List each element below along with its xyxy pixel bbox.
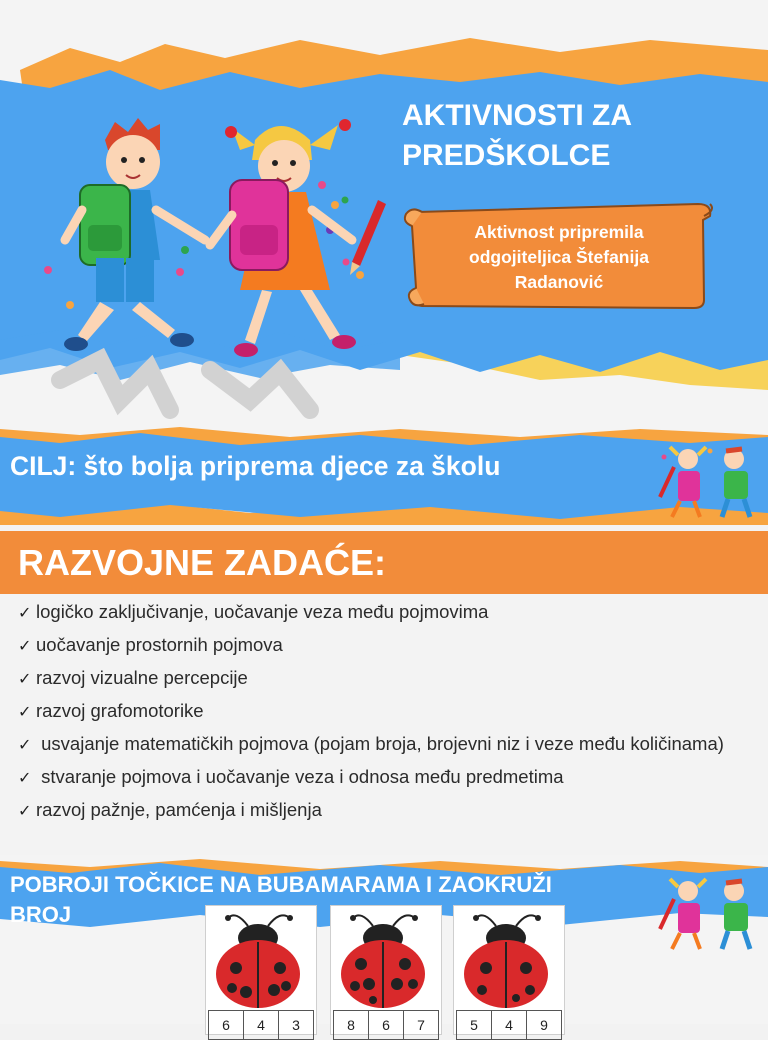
ladybug-card	[453, 905, 565, 1035]
author-line: Radanović	[514, 272, 604, 292]
task-list	[18, 596, 758, 827]
number-option[interactable]: 4	[491, 1010, 526, 1040]
number-option[interactable]: 6	[368, 1010, 403, 1040]
author-line: Aktivnost pripremila	[474, 222, 644, 242]
number-option[interactable]: 6	[208, 1010, 243, 1040]
list-item	[18, 728, 758, 761]
list-item	[18, 695, 758, 728]
author-credit	[420, 220, 698, 295]
list-item	[18, 761, 758, 794]
task-text: razvoj vizualne percepcije	[36, 667, 248, 688]
ladybug-icon	[206, 906, 316, 1010]
task-text: razvoj grafomotorike	[36, 700, 204, 721]
number-options	[208, 1010, 314, 1040]
number-option[interactable]: 3	[278, 1010, 314, 1040]
slide-heading: RAZVOJNE ZADAĆE:	[18, 542, 387, 583]
slide-heading-line: POBROJI TOČKICE NA BUBAMARAMA I ZAOKRUŽI	[10, 872, 552, 897]
author-line: odgojiteljica Štefanija	[469, 247, 649, 267]
title-slide	[0, 0, 768, 425]
check-icon: ✓	[18, 704, 32, 721]
list-item	[18, 596, 758, 629]
number-option[interactable]: 7	[403, 1010, 439, 1040]
task-text: razvoj pažnje, pamćenja i mišljenja	[36, 799, 322, 820]
slide-title-line: PREDŠKOLCE	[402, 139, 611, 172]
check-icon: ✓	[18, 737, 32, 754]
small-children-icon	[650, 437, 760, 519]
ladybug-card	[330, 905, 442, 1035]
task-text: usvajanje matematičkih pojmova (pojam broja, brojevni niz i veze među količinama)	[36, 733, 724, 754]
check-icon: ✓	[18, 671, 32, 688]
goal-slide	[0, 425, 768, 525]
task-text: uočavanje prostornih pojmova	[36, 634, 283, 655]
ladybug-counting-slide	[0, 855, 768, 1033]
list-item	[18, 629, 758, 662]
task-text: logičko zaključivanje, uočavanje veza među pojmovima	[36, 601, 489, 622]
ladybug-icon	[454, 906, 564, 1010]
check-icon: ✓	[18, 770, 32, 787]
check-icon: ✓	[18, 638, 32, 655]
developmental-tasks-slide	[0, 525, 768, 855]
ladybug-icon	[331, 906, 441, 1010]
list-item	[18, 794, 758, 827]
number-options	[456, 1010, 562, 1040]
slide-title-line: AKTIVNOSTI ZA	[402, 99, 632, 132]
ladybug-card	[205, 905, 317, 1035]
check-icon: ✓	[18, 605, 32, 622]
slide-heading-line: BROJ	[10, 902, 72, 927]
list-item	[18, 662, 758, 695]
task-text: stvaranje pojmova i uočavanje veza i odnosa među predmetima	[36, 766, 564, 787]
number-option[interactable]: 9	[526, 1010, 562, 1040]
check-icon: ✓	[18, 803, 32, 820]
number-option[interactable]: 8	[333, 1010, 368, 1040]
small-children-icon	[650, 869, 760, 951]
number-option[interactable]: 4	[243, 1010, 278, 1040]
number-option[interactable]: 5	[456, 1010, 491, 1040]
goal-text: CILJ: što bolja priprema djece za školu	[10, 451, 501, 481]
slide-title	[402, 96, 742, 176]
number-options	[333, 1010, 439, 1040]
